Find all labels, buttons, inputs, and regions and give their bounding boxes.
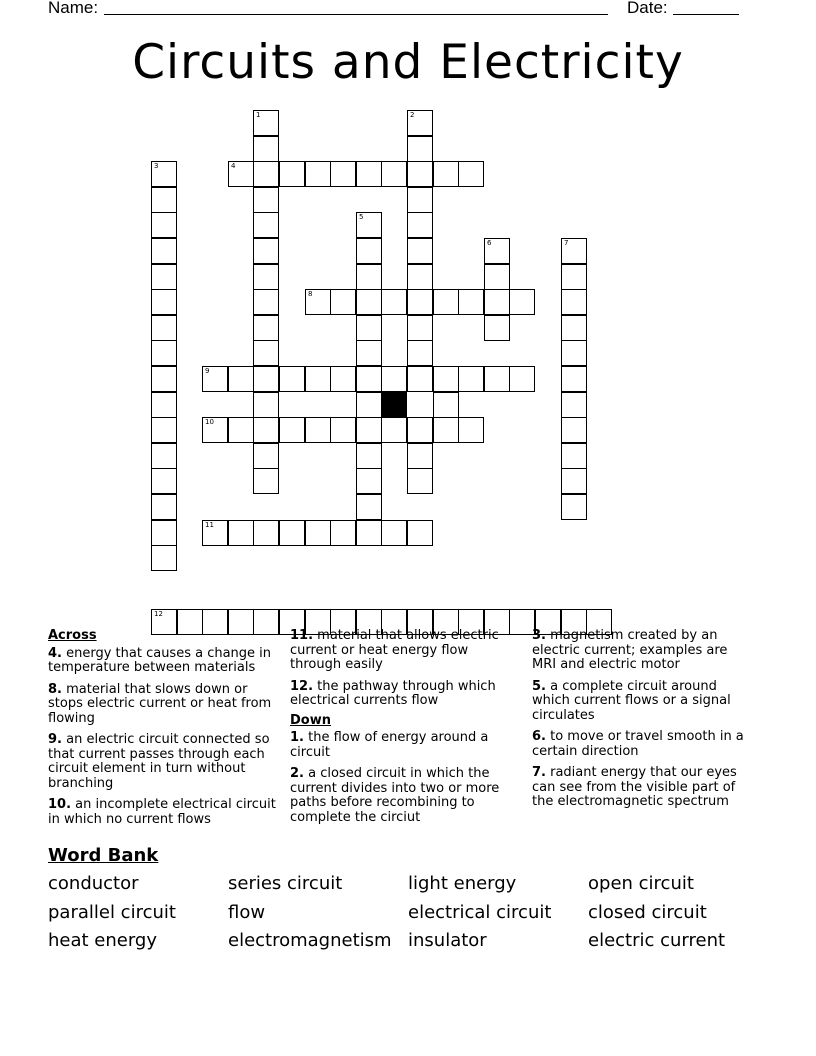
date-label: Date:	[627, 0, 668, 17]
crossword-cell[interactable]	[356, 520, 382, 546]
crossword-cell[interactable]	[253, 520, 279, 546]
crossword-cell[interactable]	[202, 520, 228, 546]
crossword-cell[interactable]	[151, 238, 177, 264]
clue	[290, 680, 522, 709]
crossword-cell[interactable]	[253, 417, 279, 443]
clue-number: 4	[231, 162, 236, 170]
word-bank-item: electric current	[588, 930, 726, 951]
crossword-cell[interactable]	[253, 392, 279, 418]
clue-number: 1.	[290, 730, 304, 745]
crossword-cell[interactable]	[561, 366, 587, 392]
crossword-cell[interactable]	[279, 417, 305, 443]
crossword-cell[interactable]	[279, 366, 305, 392]
crossword-cell[interactable]	[484, 264, 510, 290]
crossword-cell[interactable]	[561, 289, 587, 315]
clue	[532, 680, 754, 724]
crossword-cell[interactable]	[356, 392, 382, 418]
crossword-cell[interactable]	[151, 289, 177, 315]
clue-text: an electric circuit connected so that current passes through each circuit element in turn without branching	[48, 732, 270, 791]
clue-text: a closed circuit in which the current divides into two or more paths before recombining to complete the circiut	[290, 766, 500, 825]
crossword-cell[interactable]	[458, 417, 484, 443]
word-bank-item: light energy	[408, 873, 517, 894]
crossword-cell[interactable]	[228, 161, 254, 187]
clue-number: 11.	[290, 628, 314, 643]
clue	[48, 647, 278, 676]
crossword-cell[interactable]	[433, 417, 459, 443]
clue-number: 5	[359, 213, 364, 221]
crossword-cell[interactable]	[305, 161, 331, 187]
crossword-cell[interactable]	[356, 315, 382, 341]
clue	[532, 730, 754, 759]
clue-number: 8.	[48, 681, 62, 697]
crossword-cell[interactable]	[253, 443, 279, 469]
down-heading: Down	[290, 712, 331, 728]
clue-number: 1	[256, 111, 261, 119]
crossword-cell[interactable]	[228, 417, 254, 443]
down-clues	[290, 731, 522, 825]
crossword-cell[interactable]	[151, 264, 177, 290]
crossword-cell[interactable]	[151, 161, 177, 187]
crossword-cell[interactable]	[407, 315, 433, 341]
clue-number: 11	[205, 521, 214, 529]
crossword-cell[interactable]	[356, 264, 382, 290]
crossword-cell[interactable]	[407, 161, 433, 187]
crossword-cell[interactable]	[433, 392, 459, 418]
crossword-cell[interactable]	[433, 366, 459, 392]
crossword-cell[interactable]	[228, 366, 254, 392]
clue-number: 6.	[532, 729, 546, 744]
clue-text: the pathway through which electrical currents flow	[290, 678, 496, 708]
crossword-cell[interactable]	[202, 417, 228, 443]
clue	[532, 629, 754, 673]
crossword-cell[interactable]	[381, 366, 407, 392]
crossword-cell[interactable]	[458, 161, 484, 187]
crossword-cell[interactable]	[151, 315, 177, 341]
crossword-cell[interactable]	[484, 315, 510, 341]
clue-number: 3	[154, 162, 159, 170]
crossword-cell[interactable]	[253, 340, 279, 366]
crossword-cell[interactable]	[381, 520, 407, 546]
clue-text: an incomplete electrical circuit in which no current flows	[48, 797, 276, 827]
crossword-cell[interactable]	[151, 443, 177, 469]
crossword-cell[interactable]	[561, 494, 587, 520]
crossword-cell[interactable]	[253, 110, 279, 136]
crossword-cell[interactable]	[407, 212, 433, 238]
clue-text: magnetism created by an electric current; examples are MRI and electric motor	[532, 628, 728, 672]
clue-number: 5.	[532, 678, 546, 694]
clue-text: energy that causes a change in temperature between materials	[48, 645, 272, 675]
crossword-cell[interactable]	[356, 161, 382, 187]
crossword-cell[interactable]	[151, 417, 177, 443]
crossword-cell[interactable]	[458, 289, 484, 315]
crossword-cell[interactable]	[484, 366, 510, 392]
word-bank-item: parallel circuit	[48, 902, 176, 923]
crossword-cell[interactable]	[356, 443, 382, 469]
clue-number: 4.	[48, 645, 62, 661]
crossword-cell[interactable]	[561, 315, 587, 341]
clue-column-2	[290, 629, 522, 832]
crossword-cell[interactable]	[356, 212, 382, 238]
crossword-cell[interactable]	[151, 340, 177, 366]
clue-number: 12	[154, 610, 163, 618]
across-clues	[48, 647, 278, 828]
clue	[532, 766, 754, 810]
crossword-cell[interactable]	[458, 366, 484, 392]
crossword-cell[interactable]	[407, 468, 433, 494]
crossword-cell[interactable]	[509, 289, 535, 315]
crossword-cell[interactable]	[330, 161, 356, 187]
clue-text: a complete circuit around which current flows or a signal circulates	[532, 678, 731, 723]
crossword-cell[interactable]	[151, 366, 177, 392]
crossword-cell[interactable]	[253, 289, 279, 315]
clue	[48, 683, 278, 727]
crossword-cell[interactable]	[279, 520, 305, 546]
page-title: Circuits and Electricity	[132, 35, 684, 90]
crossword-block	[381, 392, 407, 418]
crossword-cell[interactable]	[253, 264, 279, 290]
crossword-cell[interactable]	[407, 136, 433, 162]
word-bank-item: open circuit	[588, 873, 694, 894]
clue-text: to move or travel smooth in a certain direction	[532, 729, 744, 759]
clue-column-3	[532, 629, 754, 817]
crossword-cell[interactable]	[253, 187, 279, 213]
crossword-cell[interactable]	[356, 494, 382, 520]
crossword-cell[interactable]	[407, 289, 433, 315]
crossword-cell[interactable]	[381, 417, 407, 443]
clue-number: 7.	[532, 765, 546, 780]
crossword-cell[interactable]	[561, 443, 587, 469]
clue	[290, 731, 522, 760]
crossword-cell[interactable]	[253, 468, 279, 494]
crossword-cell[interactable]	[484, 238, 510, 264]
crossword-cell[interactable]	[151, 520, 177, 546]
clue-number: 2.	[290, 766, 304, 781]
crossword-cell[interactable]	[381, 161, 407, 187]
clue-text: the flow of energy around a circuit	[290, 730, 489, 760]
crossword-cell[interactable]	[151, 392, 177, 418]
clue-number: 2	[410, 111, 415, 119]
name-label: Name:	[48, 0, 99, 17]
crossword-cell[interactable]	[330, 417, 356, 443]
crossword-cell[interactable]	[330, 289, 356, 315]
crossword-cell[interactable]	[330, 520, 356, 546]
clue-number: 3.	[532, 628, 546, 643]
clue-number: 7	[564, 239, 569, 247]
crossword-cell[interactable]	[253, 161, 279, 187]
crossword-cell[interactable]	[151, 494, 177, 520]
crossword-cell[interactable]	[305, 289, 331, 315]
crossword-cell[interactable]	[356, 340, 382, 366]
clue-text: material that slows down or stops electric current or heat from flowing	[48, 681, 272, 726]
crossword-cell[interactable]	[228, 520, 254, 546]
crossword-cell[interactable]	[253, 136, 279, 162]
down-clues-cont	[532, 629, 754, 810]
crossword-cell[interactable]	[407, 187, 433, 213]
word-bank-item: heat energy	[48, 930, 158, 951]
word-bank-item: flow	[228, 902, 266, 923]
crossword-cell[interactable]	[356, 366, 382, 392]
crossword-cell[interactable]	[561, 238, 587, 264]
crossword-cell[interactable]	[407, 340, 433, 366]
clue-number: 9	[205, 367, 210, 375]
crossword-cell[interactable]	[407, 264, 433, 290]
word-bank-title: Word Bank	[48, 845, 159, 866]
crossword-cell[interactable]	[561, 264, 587, 290]
crossword-cell[interactable]	[407, 110, 433, 136]
crossword-cell[interactable]	[305, 417, 331, 443]
crossword-cell[interactable]	[253, 238, 279, 264]
crossword-cell[interactable]	[253, 212, 279, 238]
clue	[48, 733, 278, 791]
clue-number: 8	[308, 290, 313, 298]
crossword-cell[interactable]	[356, 238, 382, 264]
across-heading: Across	[48, 628, 97, 643]
crossword-cell[interactable]	[305, 520, 331, 546]
clue-number: 6	[487, 239, 492, 247]
word-bank-item: electrical circuit	[408, 902, 552, 923]
crossword-cell[interactable]	[407, 366, 433, 392]
crossword-cell[interactable]	[279, 161, 305, 187]
crossword-cell[interactable]	[433, 161, 459, 187]
crossword-cell[interactable]	[202, 366, 228, 392]
word-bank-item: electromagnetism	[228, 930, 392, 951]
crossword-cell[interactable]	[561, 417, 587, 443]
crossword-cell[interactable]	[407, 443, 433, 469]
crossword-cell[interactable]	[484, 289, 510, 315]
clue-number: 10.	[48, 797, 72, 812]
crossword-cell[interactable]	[151, 545, 177, 571]
clue	[290, 629, 522, 673]
crossword-cell[interactable]	[356, 289, 382, 315]
word-bank-item: insulator	[408, 930, 487, 951]
clue-column-1	[48, 629, 278, 834]
word-bank-item: conductor	[48, 873, 139, 894]
across-clues-cont	[290, 629, 522, 709]
crossword-cell[interactable]	[151, 212, 177, 238]
clue-number: 12.	[290, 678, 314, 694]
crossword-cell[interactable]	[407, 520, 433, 546]
crossword-cell[interactable]	[561, 468, 587, 494]
word-bank-item: closed circuit	[588, 902, 707, 923]
clue-text: radiant energy that our eyes can see from the visible part of the electromagnetic spectrum	[532, 765, 737, 809]
clue	[48, 798, 278, 827]
crossword-cell[interactable]	[151, 187, 177, 213]
crossword-cell[interactable]	[151, 468, 177, 494]
crossword-cell[interactable]	[561, 340, 587, 366]
crossword-cell[interactable]	[433, 289, 459, 315]
crossword-cell[interactable]	[356, 468, 382, 494]
crossword-cell[interactable]	[407, 238, 433, 264]
crossword-cell[interactable]	[305, 366, 331, 392]
word-bank-item: series circuit	[228, 873, 343, 894]
crossword-cell[interactable]	[356, 417, 382, 443]
crossword-cell[interactable]	[253, 315, 279, 341]
crossword-cell[interactable]	[407, 417, 433, 443]
crossword-cell[interactable]	[561, 392, 587, 418]
crossword-cell[interactable]	[381, 289, 407, 315]
clue-number: 9.	[48, 732, 62, 747]
crossword-cell[interactable]	[330, 366, 356, 392]
crossword-cell[interactable]	[509, 366, 535, 392]
crossword-cell[interactable]	[253, 366, 279, 392]
clue-number: 10	[205, 418, 214, 426]
clue	[290, 767, 522, 825]
clue-text: material that allows electric current or heat energy flow through easily	[290, 628, 499, 672]
